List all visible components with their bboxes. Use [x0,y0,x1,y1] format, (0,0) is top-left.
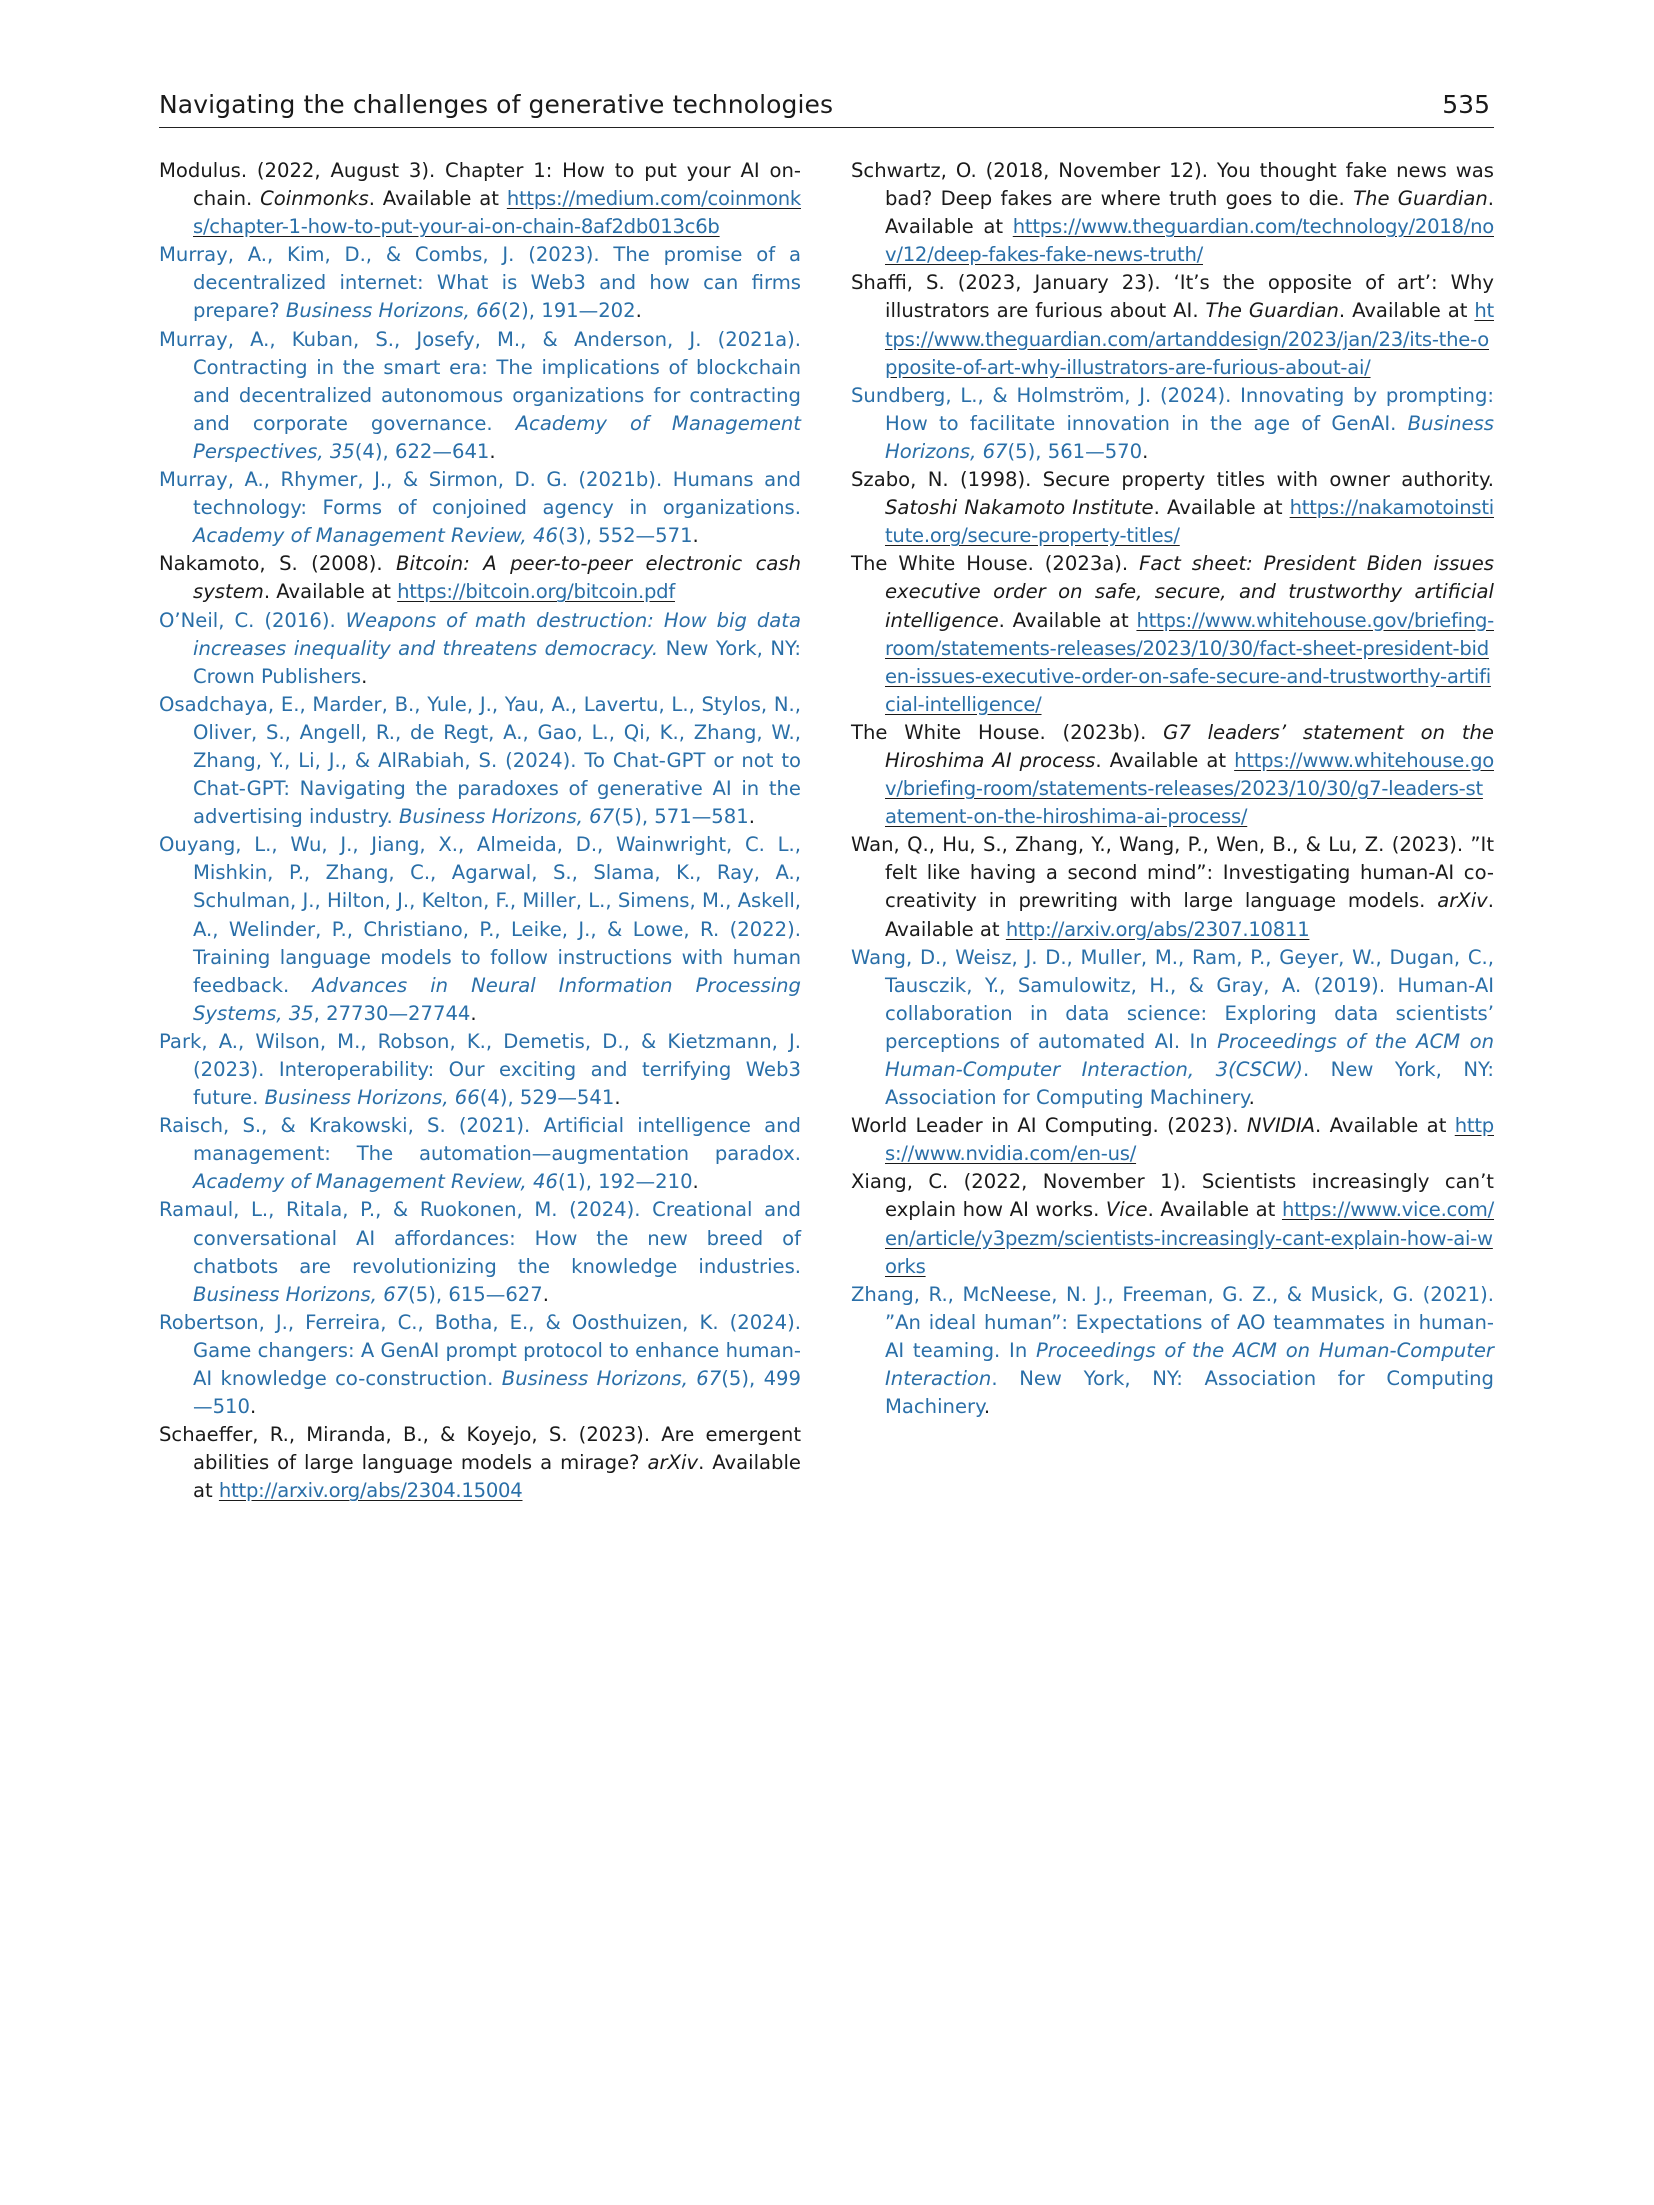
reference-entry[interactable] [159,466,801,550]
reference-url-link[interactable]: https://www.theguardian.com/technology/2018/nov/12/deep-fakes-fake-news-truth/ [885,215,1494,267]
reference-details: . Available at [368,187,507,211]
reference-source-title: Bitcoin: A peer-to-peer electronic cash system [193,552,801,604]
reference-entry [851,1112,1494,1168]
reference-source-title: Business Horizons, 67 [885,411,1494,463]
reference-entry [851,550,1494,719]
reference-end-punctuation: . [1248,1086,1255,1110]
reference-source-title: Satoshi Nakamoto Institute [885,496,1154,520]
reference-details: . Available at [885,187,1495,239]
reference-details: (5), 571—581 [614,805,749,829]
reference-text: Raisch, S., & Krakowski, S. (2021). Artificial intelligence and management: The automation—augmentation paradox. [159,1114,801,1166]
reference-details: . New York, NY: Association for Computing Machinery [885,1367,1494,1419]
reference-source-title: Academy of Management Review, 46 [193,1170,558,1194]
reference-entry[interactable] [159,831,801,1028]
reference-text: Wang, D., Weisz, J. D., Muller, M., Ram, P., Geyer, W., Dugan, C., Tausczik, Y., Samulowitz, H., & Gray, A. (2019). Human-AI collaboration in data science: Exploring data scientists’ perceptions of automated AI. In [851,945,1494,1053]
reference-source-title: The Guardian [1205,299,1339,323]
reference-details: (1), 192—210 [557,1170,693,1194]
reference-end-punctuation: . [692,524,699,548]
reference-entry[interactable] [159,1112,801,1196]
reference-source-title: Advances in Neural Information Processing Systems, 35 [193,973,801,1025]
reference-text: World Leader in AI Computing. (2023). [851,1114,1247,1138]
reference-url-link[interactable]: https://medium.com/coinmonks/chapter-1-how-to-put-your-ai-on-chain-8af2db013c6b [193,187,801,239]
page-number: 535 [1442,90,1490,119]
reference-end-punctuation: . [542,1282,549,1306]
reference-url-link[interactable]: https://www.whitehouse.gov/briefing-room/statements-releases/2023/10/30/fact-sheet-president-biden-issues-executive-order-on-safe-secure-and-trustworthy-artificial-intelligence/ [885,608,1494,716]
reference-end-punctuation: . [470,1001,477,1025]
reference-entry [851,466,1494,550]
reference-source-title: Coinmonks [260,187,369,211]
reference-text: O’Neil, C. (2016). [159,608,346,632]
reference-entry[interactable] [851,382,1494,466]
reference-entry[interactable] [851,1281,1494,1421]
reference-entry[interactable] [159,1028,801,1112]
references-column-right [851,157,1494,1421]
reference-source-title: G7 leaders’ statement on the Hiroshima AI process [885,720,1494,772]
reference-details: . Available at [1147,1198,1282,1222]
reference-details: . Available at [263,580,398,604]
reference-end-punctuation: . [635,299,642,323]
reference-source-title: Business Horizons, 66 [264,1086,480,1110]
reference-details: . Available at [1095,748,1235,772]
reference-text: The White House. (2023b). [851,720,1164,744]
reference-text: Robertson, J., Ferreira, C., Botha, E., & Oosthuizen, K. (2024). Game changers: A GenAI prompt protocol to enhance human-AI knowledge co-construction. [159,1310,801,1391]
reference-url-link[interactable]: http://arxiv.org/abs/2304.15004 [218,1479,523,1503]
reference-source-title: Proceedings of the ACM on Human-Computer Interaction [885,1338,1494,1391]
reference-entry[interactable] [159,691,801,831]
reference-end-punctuation: . [983,1395,991,1419]
references-column-left [159,157,801,1506]
reference-end-punctuation: . [361,664,368,688]
reference-text: Szabo, N. (1998). Secure property titles with owner authority. [851,468,1494,492]
reference-source-title: Weapons of math destruction: How big data increases inequality and threatens democracy. [193,608,801,660]
reference-details: (5), 615—627 [408,1282,543,1306]
reference-entry[interactable] [159,1309,801,1421]
reference-end-punctuation: . [250,1395,257,1419]
reference-text: Modulus. (2022, August 3). Chapter 1: How to put your AI on-chain. [159,159,801,211]
reference-text: Xiang, C. (2022, November 1). Scientists increasingly can’t explain how AI works. [851,1170,1494,1222]
reference-entry [159,1421,801,1505]
reference-details: . Available at [885,889,1494,941]
reference-url-link[interactable]: https://www.nvidia.com/en-us/ [885,1114,1494,1166]
reference-entry [851,719,1494,831]
reference-source-title: Business Horizons, 67 [193,1282,409,1306]
reference-text: Zhang, R., McNeese, N. J., Freeman, G. Z., & Musick, G. (2021). ”An ideal human”: Expectations of AO teammates in human-AI teaming. In [851,1282,1494,1362]
reference-end-punctuation: . [1142,439,1149,463]
reference-details: (2), 191—202 [501,299,636,323]
reference-entry [159,157,801,241]
reference-source-title: Business Horizons, 67 [501,1367,722,1391]
reference-url-link[interactable]: http://arxiv.org/abs/2307.10811 [1005,917,1310,941]
reference-details: . Available at [998,608,1137,632]
reference-text: Schwartz, O. (2018, November 12). You thought fake news was bad? Deep fakes are where truth goes to die. [851,159,1494,211]
reference-entry[interactable] [159,1196,801,1308]
reference-entry [851,831,1494,943]
reference-text: Murray, A., Rhymer, J., & Sirmon, D. G. (2021b). Humans and technology: Forms of conjoined agency in organizations. [159,468,801,520]
reference-entry [851,1168,1494,1280]
reference-source-title: The Guardian [1353,187,1488,211]
reference-entry [851,269,1494,381]
reference-details: (5), 561—570 [1007,439,1143,463]
reference-source-title: arXiv [647,1451,699,1475]
reference-details: . New York, NY: Association for Computing Machinery [885,1058,1494,1110]
reference-text: Ramaul, L., Ritala, P., & Ruokonen, M. (2024). Creational and conversational AI affordances: How the new breed of chatbots are revolutionizing the knowledge industries. [159,1198,801,1278]
reference-source-title: arXiv [1437,889,1488,913]
reference-source-title: NVIDIA [1246,1114,1315,1138]
reference-source-title: Vice [1105,1198,1148,1222]
reference-text: Murray, A., Kuban, S., Josefy, M., & Anderson, J. (2021a). Contracting in the smart era: The implications of blockchain and decentralized autonomous organizations for contracting and corporate governance. [159,327,801,435]
reference-details: (4), 529—541 [479,1086,615,1110]
reference-details: . Available at [193,1451,801,1503]
reference-source-title: Business Horizons, 67 [398,805,615,829]
reference-url-link[interactable]: https://nakamotoinstitute.org/secure-property-titles/ [885,496,1494,548]
reference-details: . Available at [1315,1114,1455,1138]
reference-end-punctuation: . [614,1086,621,1110]
reference-url-link[interactable]: https://www.vice.com/en/article/y3pezm/scientists-increasingly-cant-explain-how-ai-works [885,1198,1495,1278]
reference-details: (3), 552—571 [557,524,693,548]
reference-entry [851,157,1494,269]
reference-entry [159,550,801,606]
reference-source-title: Proceedings of the ACM on Human-Computer Interaction, 3(CSCW) [885,1029,1494,1081]
reference-details: (5), 499—510 [193,1367,801,1419]
reference-details: (4), 622—641 [354,439,490,463]
reference-details: . Available at [1153,496,1290,520]
reference-end-punctuation: . [489,439,496,463]
reference-text: Ouyang, L., Wu, J., Jiang, X., Almeida, D., Wainwright, C. L., Mishkin, P., Zhang, C., Agarwal, S., Slama, K., Ray, A., Schulman, J., Hilton, J., Kelton, F., Miller, L., Simens, M., Askell, A., Welinder, P., Christiano, P., Leike, J., & Lowe, R. (2022). Training language models to follow instructions with human feedback. [159,833,801,997]
reference-text: Murray, A., Kim, D., & Combs, J. (2023). The promise of a decentralized internet: What is Web3 and how can firms prepare? [159,243,801,323]
reference-text: Sundberg, L., & Holmström, J. (2024). Innovating by prompting: How to facilitate innovation in the age of GenAI. [851,383,1494,435]
reference-text: Wan, Q., Hu, S., Zhang, Y., Wang, P., Wen, B., & Lu, Z. (2023). ”It felt like having a second mind”: Investigating human-AI co-creativity in prewriting with large language models. [851,833,1494,913]
reference-source-title: Academy of Management Review, 46 [193,524,558,548]
reference-end-punctuation: . [748,805,755,829]
reference-source-title: Business Horizons, 66 [285,299,502,323]
reference-entry[interactable] [851,944,1494,1113]
reference-details: New York, NY: Crown Publishers [193,636,801,688]
reference-url-link[interactable]: https://bitcoin.org/bitcoin.pdf [397,580,675,604]
reference-text: Nakamoto, S. (2008). [159,552,397,576]
reference-text: Shaffi, S. (2023, January 23). ‘It’s the opposite of art’: Why illustrators are furious about AI. [851,271,1494,323]
reference-url-link[interactable]: https://www.theguardian.com/artanddesign/2023/jan/23/its-the-opposite-of-art-why-illustrators-are-furious-about-ai/ [885,299,1494,379]
reference-details: . Available at [1338,299,1475,323]
reference-text: The White House. (2023a). [851,552,1140,576]
reference-source-title: Fact sheet: President Biden issues executive order on safe, secure, and trustworthy artificial intelligence [885,552,1494,632]
reference-text: Osadchaya, E., Marder, B., Yule, J., Yau, A., Lavertu, L., Stylos, N., Oliver, S., Angell, R., de Regt, A., Gao, L., Qi, K., Zhang, W., Zhang, Y., Li, J., & AlRabiah, S. (2024). To Chat-GPT or not to Chat-GPT: Navigating the paradoxes of generative AI in the advertising industry. [159,692,801,829]
reference-entry[interactable] [159,241,801,325]
reference-source-title: Academy of Management Perspectives, 35 [193,411,801,463]
running-header [159,87,1494,128]
reference-end-punctuation: . [692,1170,699,1194]
reference-text: Park, A., Wilson, M., Robson, K., Demetis, D., & Kietzmann, J. (2023). Interoperability: Our exciting and terrifying Web3 future. [159,1029,801,1110]
reference-entry[interactable] [159,326,801,466]
running-title: Navigating the challenges of generative technologies [159,90,834,119]
reference-text: Schaeffer, R., Miranda, B., & Koyejo, S. (2023). Are emergent abilities of large language models a mirage? [159,1423,801,1475]
reference-details: , 27730—27744 [313,1001,471,1025]
reference-url-link[interactable]: https://www.whitehouse.gov/briefing-room/statements-releases/2023/10/30/g7-leaders-statement-on-the-hiroshima-ai-process/ [885,748,1494,829]
reference-entry[interactable] [159,607,801,691]
